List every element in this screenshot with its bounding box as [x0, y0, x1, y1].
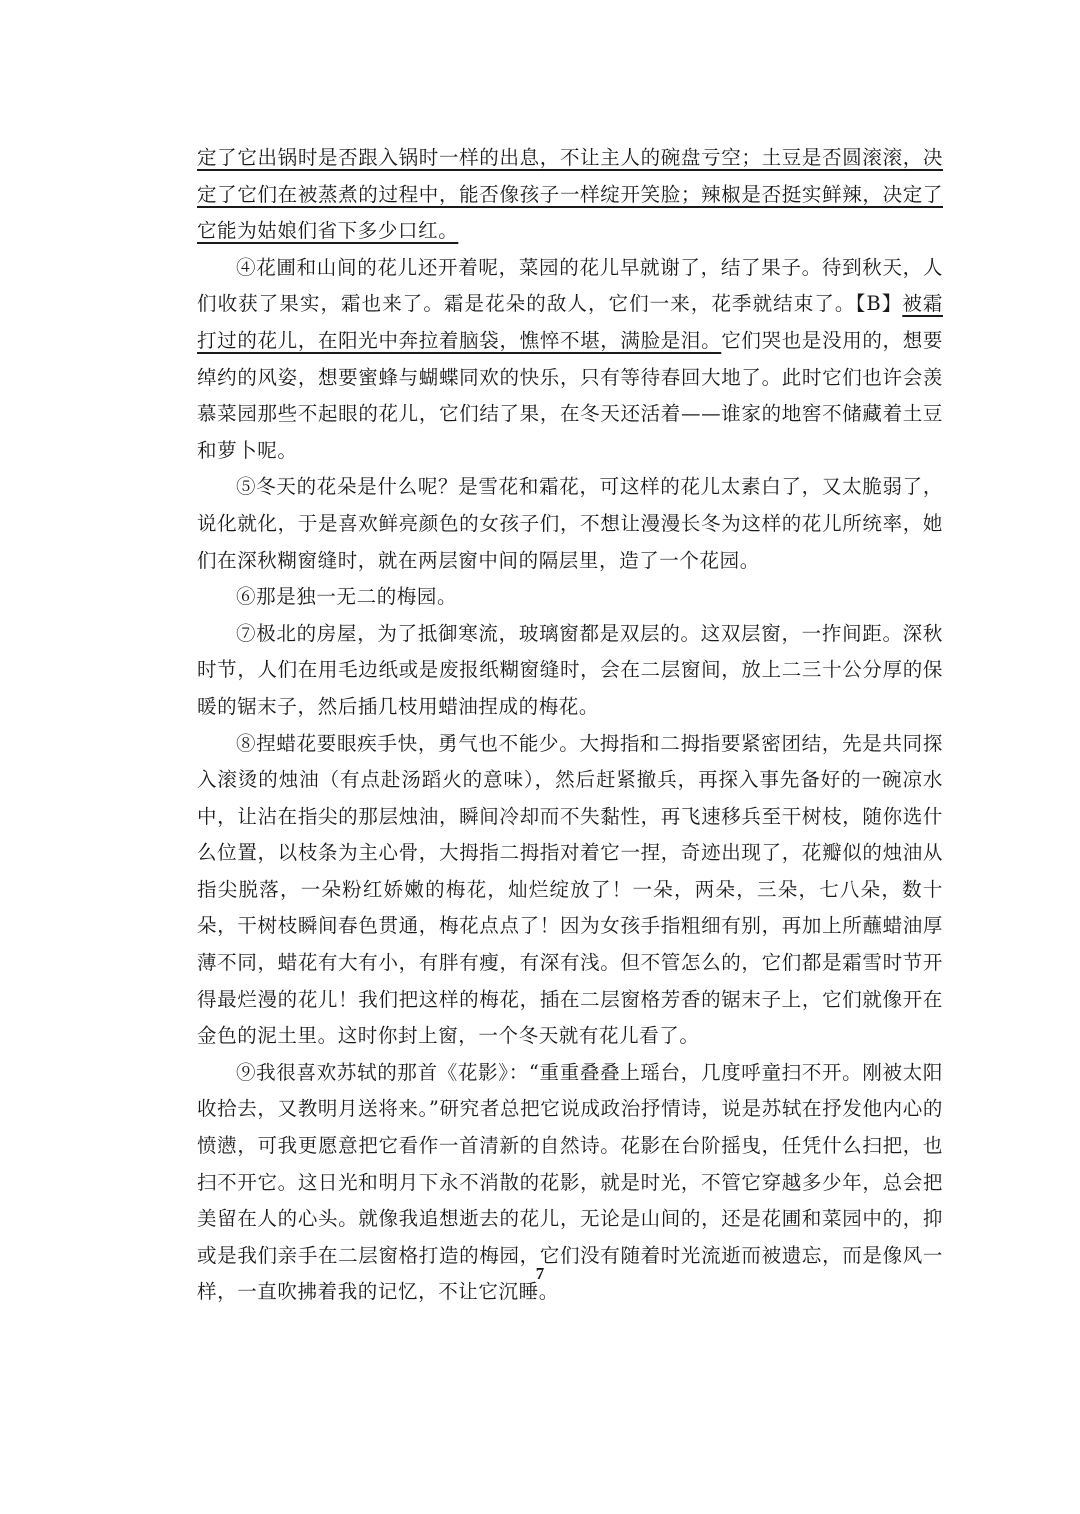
paragraph-8: ⑧捏蜡花要眼疾手快，勇气也不能少。大拇指和二拇指要紧密团结，先是共同探入滚烫的烛油（有点赴汤蹈火的意味），然后赶紧撤兵，再探入事先备好的一碗凉水中，让沾在指尖的那层烛油，瞬间冷却而不失黏性，再飞速移兵至干树枝，随你选什么位置，以枝条为主心骨，大拇指二拇指对着它一捏，奇迹出现了，花瓣似的烛油从指尖脱落，一朵粉红娇嫩的梅花，灿烂绽放了！一朵，两朵，三朵，七八朵，数十朵，干树枝瞬间春色贯通，梅花点点了！因为女孩手指粗细有别，再加上所蘸蜡油厚薄不同，蜡花有大有小，有胖有瘦，有深有浅。但不管怎么的，它们都是霜雪时节开得最烂漫的花儿！我们把这样的梅花，插在二层窗格芳香的锯末子上，它们就像开在金色的泥土里。这时你封上窗，一个冬天就有花儿看了。 — [197, 731, 943, 1048]
paragraph-4-part-2: 它们哭也是没用的，想要绰约的风姿，想要蜜蜂与蝴蝶同欢的快乐，只有等待春回大地了。此时它们也许会羡慕菜园那些不起眼的花儿，它们结了果，在冬天还活着——谁家的地窖不储藏着土豆和萝卜呢。 — [197, 328, 943, 462]
paragraph-7: ⑦极北的房屋，为了抵御寒流，玻璃窗都是双层的。这双层窗，一拃间距。深秋时节，人们在用毛边纸或是废报纸糊窗缝时，会在二层窗间，放上二三十公分厚的保暖的锯末子，然后插几枝用蜡油捏成的梅花。 — [197, 621, 943, 718]
page-number: 7 — [535, 1264, 545, 1283]
paragraph-3-continued — [197, 140, 943, 250]
underlined-text-b: 被霜打过的花儿，在阳光中奔拉着脑袋，憔悴不堪，满脸是泪。 — [197, 292, 943, 352]
paragraph-4 — [197, 250, 943, 470]
underlined-text: 定了它出锅时是否跟入锅时一样的出息，不让主人的碗盘亏空；土豆是否圆滚滚，决定了它们在被蒸煮的过程中，能否像孩子一样绽开笑脸；辣椒是否挺实鲜辣，决定了它能为姑娘们省下多少口红。 — [197, 146, 943, 243]
paragraph-6: ⑥那是独一无二的梅园。 — [236, 585, 458, 609]
paragraph-9: ⑨我很喜欢苏轼的那首《花影》：“重重叠叠上瑶台，几度呼童扫不开。刚被太阳收拾去，又教明月送将来。”研究者总把它说成政治抒情诗，说是苏轼在抒发他内心的愤懑，可我更愿意把它看作一首清新的自然诗。花影在台阶摇曳，任凭什么扫把，也扫不开它。这日光和明月下永不消散的花影，就是时光，不管它穿越多少年，总会把美留在人的心头。就像我追想逝去的花儿，无论是山间的，还是花圃和菜园中的，抑或是我们亲手在二层窗格打造的梅园，它们没有随着时光流逝而被遗忘，而是像风一样，一直吹拂着我的记忆，不让它沉睡。 — [197, 1060, 943, 1304]
paragraph-5: ⑤冬天的花朵是什么呢？是雪花和霜花，可这样的花儿太素白了，又太脆弱了，说化就化，于是喜欢鲜亮颜色的女孩子们，不想让漫漫长冬为这样的花儿所统率，她们在深秋糊窗缝时，就在两层窗中间的隔层里，造了一个花园。 — [197, 475, 943, 572]
document-body — [197, 140, 943, 1311]
paragraph-4-part-1: ④花圃和山间的花儿还开着呢，菜园的花儿早就谢了，结了果子。待到秋天，人们收获了果实，霜也来了。霜是花朵的敌人，它们一来，花季就结束了。【B】 — [197, 255, 943, 316]
